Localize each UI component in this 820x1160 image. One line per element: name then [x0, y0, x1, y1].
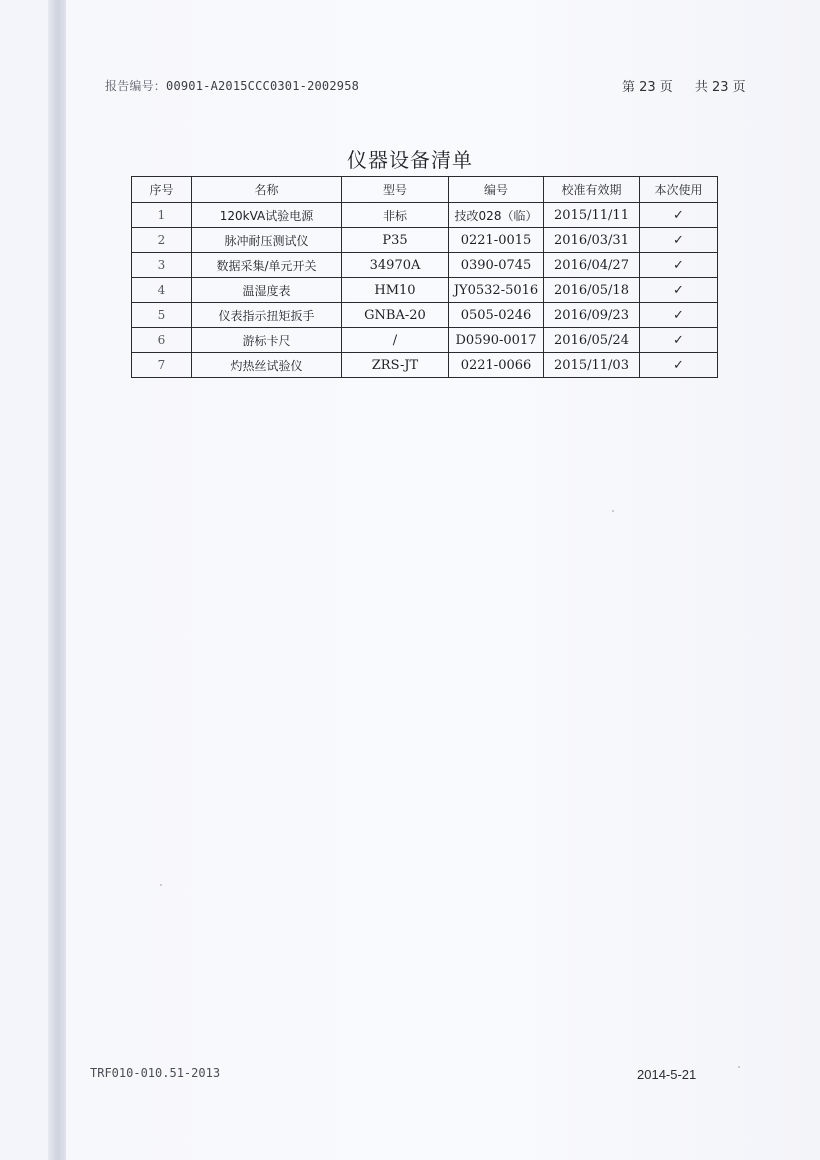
footer-date: 2014-5-21 — [637, 1067, 697, 1082]
check-icon: ✓ — [640, 203, 718, 228]
table-row — [132, 278, 718, 303]
cell-model: 非标 — [342, 203, 449, 228]
cell-no: 2 — [132, 228, 192, 253]
check-icon: ✓ — [640, 353, 718, 378]
header-used: 本次使用 — [640, 177, 718, 203]
page-indicator — [622, 76, 750, 95]
check-icon: ✓ — [640, 228, 718, 253]
cell-name: 数据采集/单元开关 — [192, 253, 342, 278]
cell-no: 4 — [132, 278, 192, 303]
cell-no: 5 — [132, 303, 192, 328]
page-total: 共 23 页 — [694, 80, 746, 95]
table-row — [132, 303, 718, 328]
scan-speck — [612, 510, 614, 512]
report-number-value: 00901-A2015CCC0301-2002958 — [166, 79, 360, 93]
header-no: 序号 — [132, 177, 192, 203]
header-model: 型号 — [342, 177, 449, 203]
cell-valid: 2016/03/31 — [544, 228, 640, 253]
cell-name: 120kVA试验电源 — [192, 203, 342, 228]
page-margin-strip — [0, 0, 48, 1160]
cell-code: D0590-0017 — [449, 328, 544, 353]
cell-name: 温湿度表 — [192, 278, 342, 303]
cell-no: 6 — [132, 328, 192, 353]
header-code: 编号 — [449, 177, 544, 203]
check-icon: ✓ — [640, 328, 718, 353]
cell-model: P35 — [342, 228, 449, 253]
cell-model: / — [342, 328, 449, 353]
check-icon: ✓ — [640, 278, 718, 303]
cell-valid: 2016/05/24 — [544, 328, 640, 353]
header-valid: 校准有效期 — [544, 177, 640, 203]
cell-model: HM10 — [342, 278, 449, 303]
cell-valid: 2016/09/23 — [544, 303, 640, 328]
cell-code: 技改028（临） — [449, 203, 544, 228]
check-icon: ✓ — [640, 303, 718, 328]
cell-valid: 2016/05/18 — [544, 278, 640, 303]
cell-name: 游标卡尺 — [192, 328, 342, 353]
cell-name: 灼热丝试验仪 — [192, 353, 342, 378]
cell-no: 7 — [132, 353, 192, 378]
table-row — [132, 253, 718, 278]
page-current: 第 23 页 — [622, 80, 673, 95]
cell-no: 3 — [132, 253, 192, 278]
header-name: 名称 — [192, 177, 342, 203]
report-number-header — [105, 77, 359, 94]
cell-code: JY0532-5016 — [449, 278, 544, 303]
cell-model: GNBA-20 — [342, 303, 449, 328]
form-code: TRF010-010.51-2013 — [90, 1066, 221, 1080]
cell-name: 脉冲耐压测试仪 — [192, 228, 342, 253]
cell-model: 34970A — [342, 253, 449, 278]
document-title: 仪器设备清单 — [347, 148, 473, 172]
table-row — [132, 228, 718, 253]
cell-code: 0221-0015 — [449, 228, 544, 253]
cell-valid: 2016/04/27 — [544, 253, 640, 278]
scan-speck — [160, 884, 162, 886]
check-icon: ✓ — [640, 253, 718, 278]
table-header-row — [132, 177, 718, 203]
scan-speck — [738, 1066, 740, 1068]
binding-shadow — [48, 0, 66, 1160]
cell-model: ZRS-JT — [342, 353, 449, 378]
cell-code: 0221-0066 — [449, 353, 544, 378]
equipment-table — [131, 176, 718, 378]
cell-valid: 2015/11/11 — [544, 203, 640, 228]
cell-name: 仪表指示扭矩扳手 — [192, 303, 342, 328]
cell-code: 0390-0745 — [449, 253, 544, 278]
report-number-label: 报告编号： — [105, 79, 167, 93]
table-row — [132, 353, 718, 378]
cell-code: 0505-0246 — [449, 303, 544, 328]
cell-no: 1 — [132, 203, 192, 228]
cell-valid: 2015/11/03 — [544, 353, 640, 378]
table-row — [132, 328, 718, 353]
table-row — [132, 203, 718, 228]
